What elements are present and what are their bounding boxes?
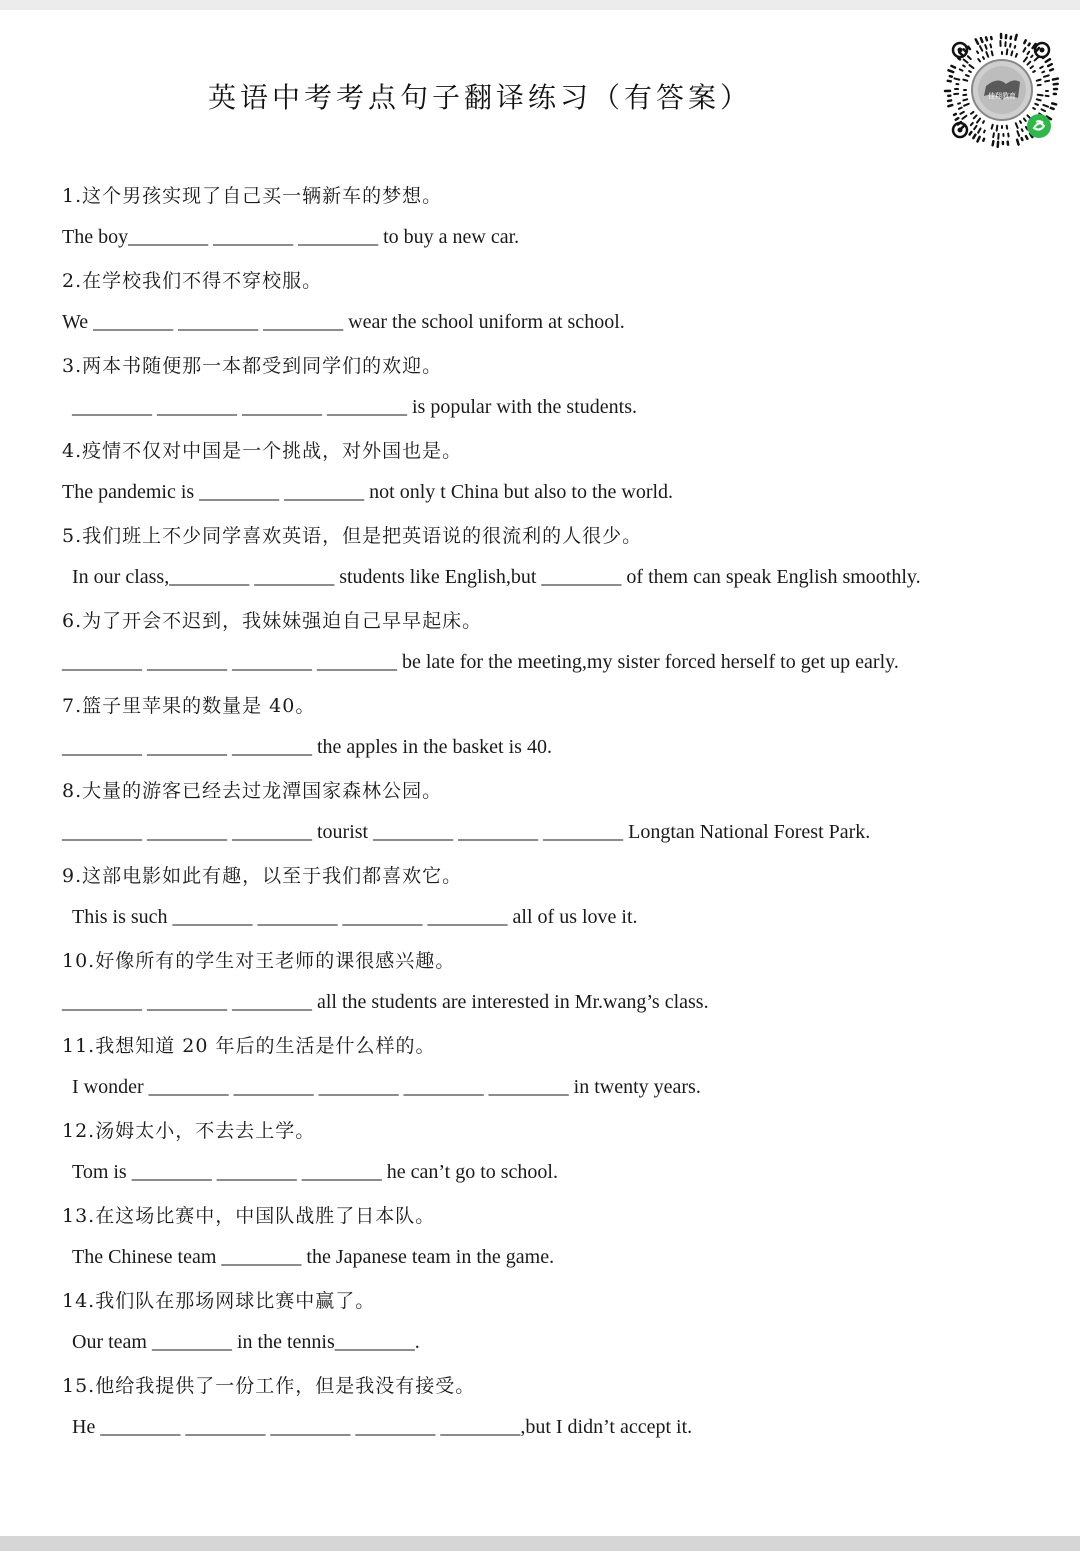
question-2-english-blank: We ________ ________ ________ wear the school uniform at school.: [62, 311, 625, 333]
qr-logo-text: 佳翔教育: [988, 92, 1016, 100]
question-12-chinese: 12.汤姆太小，不去去上学。: [62, 1120, 316, 1142]
question-13-english-blank: The Chinese team ________ the Japanese team in the game.: [72, 1246, 555, 1268]
question-10-chinese: 10.好像所有的学生对王老师的课很感兴趣。: [62, 950, 456, 972]
question-5-chinese: 5.我们班上不少同学喜欢英语，但是把英语说的很流利的人很少。: [62, 525, 643, 547]
question-9-chinese: 9.这部电影如此有趣，以至于我们都喜欢它。: [62, 865, 463, 887]
question-10-english-blank: ________ ________ ________ all the students are interested in Mr.wang’s class.: [62, 991, 709, 1013]
question-3-chinese: 3.两本书随便那一本都受到同学们的欢迎。: [62, 355, 443, 377]
question-14-chinese: 14.我们队在那场网球比赛中赢了。: [62, 1290, 376, 1312]
question-3-english-blank: ________ ________ ________ ________ is popular with the students.: [72, 396, 637, 418]
question-6-english-blank: ________ ________ ________ ________ be late for the meeting,my sister forced herself to get up early.: [62, 651, 899, 673]
question-13-chinese: 13.在这场比赛中，中国队战胜了日本队。: [62, 1205, 436, 1227]
question-6-chinese: 6.为了开会不迟到，我妹妹强迫自己早早起床。: [62, 610, 483, 632]
question-5-english-blank: In our class,________ ________ students like English,but ________ of them can speak English smoothly.: [72, 566, 921, 588]
page-title: 英语中考考点句子翻译练习（有答案）: [207, 81, 752, 114]
question-1-chinese: 1.这个男孩实现了自己买一辆新车的梦想。: [62, 185, 443, 207]
question-7-english-blank: ________ ________ ________ the apples in the basket is 40.: [62, 736, 552, 758]
question-4-chinese: 4.疫情不仅对中国是一个挑战，对外国也是。: [62, 440, 463, 462]
question-15-english-blank: He ________ ________ ________ ________ ________,but I didn’t accept it.: [72, 1416, 693, 1438]
question-11-english-blank: I wonder ________ ________ ________ ________ ________ in twenty years.: [72, 1076, 701, 1098]
question-4-english-blank: The pandemic is ________ ________ not only t China but also to the world.: [62, 481, 674, 503]
question-14-english-blank: Our team ________ in the tennis________.: [72, 1331, 420, 1353]
question-15-chinese: 15.他给我提供了一份工作，但是我没有接受。: [62, 1375, 476, 1397]
question-11-chinese: 11.我想知道 20 年后的生活是什么样的。: [62, 1035, 436, 1057]
question-9-english-blank: This is such ________ ________ ________ ________ all of us love it.: [72, 906, 638, 928]
question-8-english-blank: ________ ________ ________ tourist ________ ________ ________ Longtan National Forest Park.: [62, 821, 871, 843]
question-7-chinese: 7.篮子里苹果的数量是 40。: [62, 695, 316, 717]
question-12-english-blank: Tom is ________ ________ ________ he can’t go to school.: [72, 1161, 558, 1183]
question-2-chinese: 2.在学校我们不得不穿校服。: [62, 270, 323, 292]
question-8-chinese: 8.大量的游客已经去过龙潭国家森林公园。: [62, 780, 443, 802]
question-1-english-blank: The boy________ ________ ________ to buy a new car.: [62, 226, 520, 248]
scroll-bottom-bar: [0, 1536, 1080, 1551]
qr-code-icon: [940, 28, 1064, 152]
